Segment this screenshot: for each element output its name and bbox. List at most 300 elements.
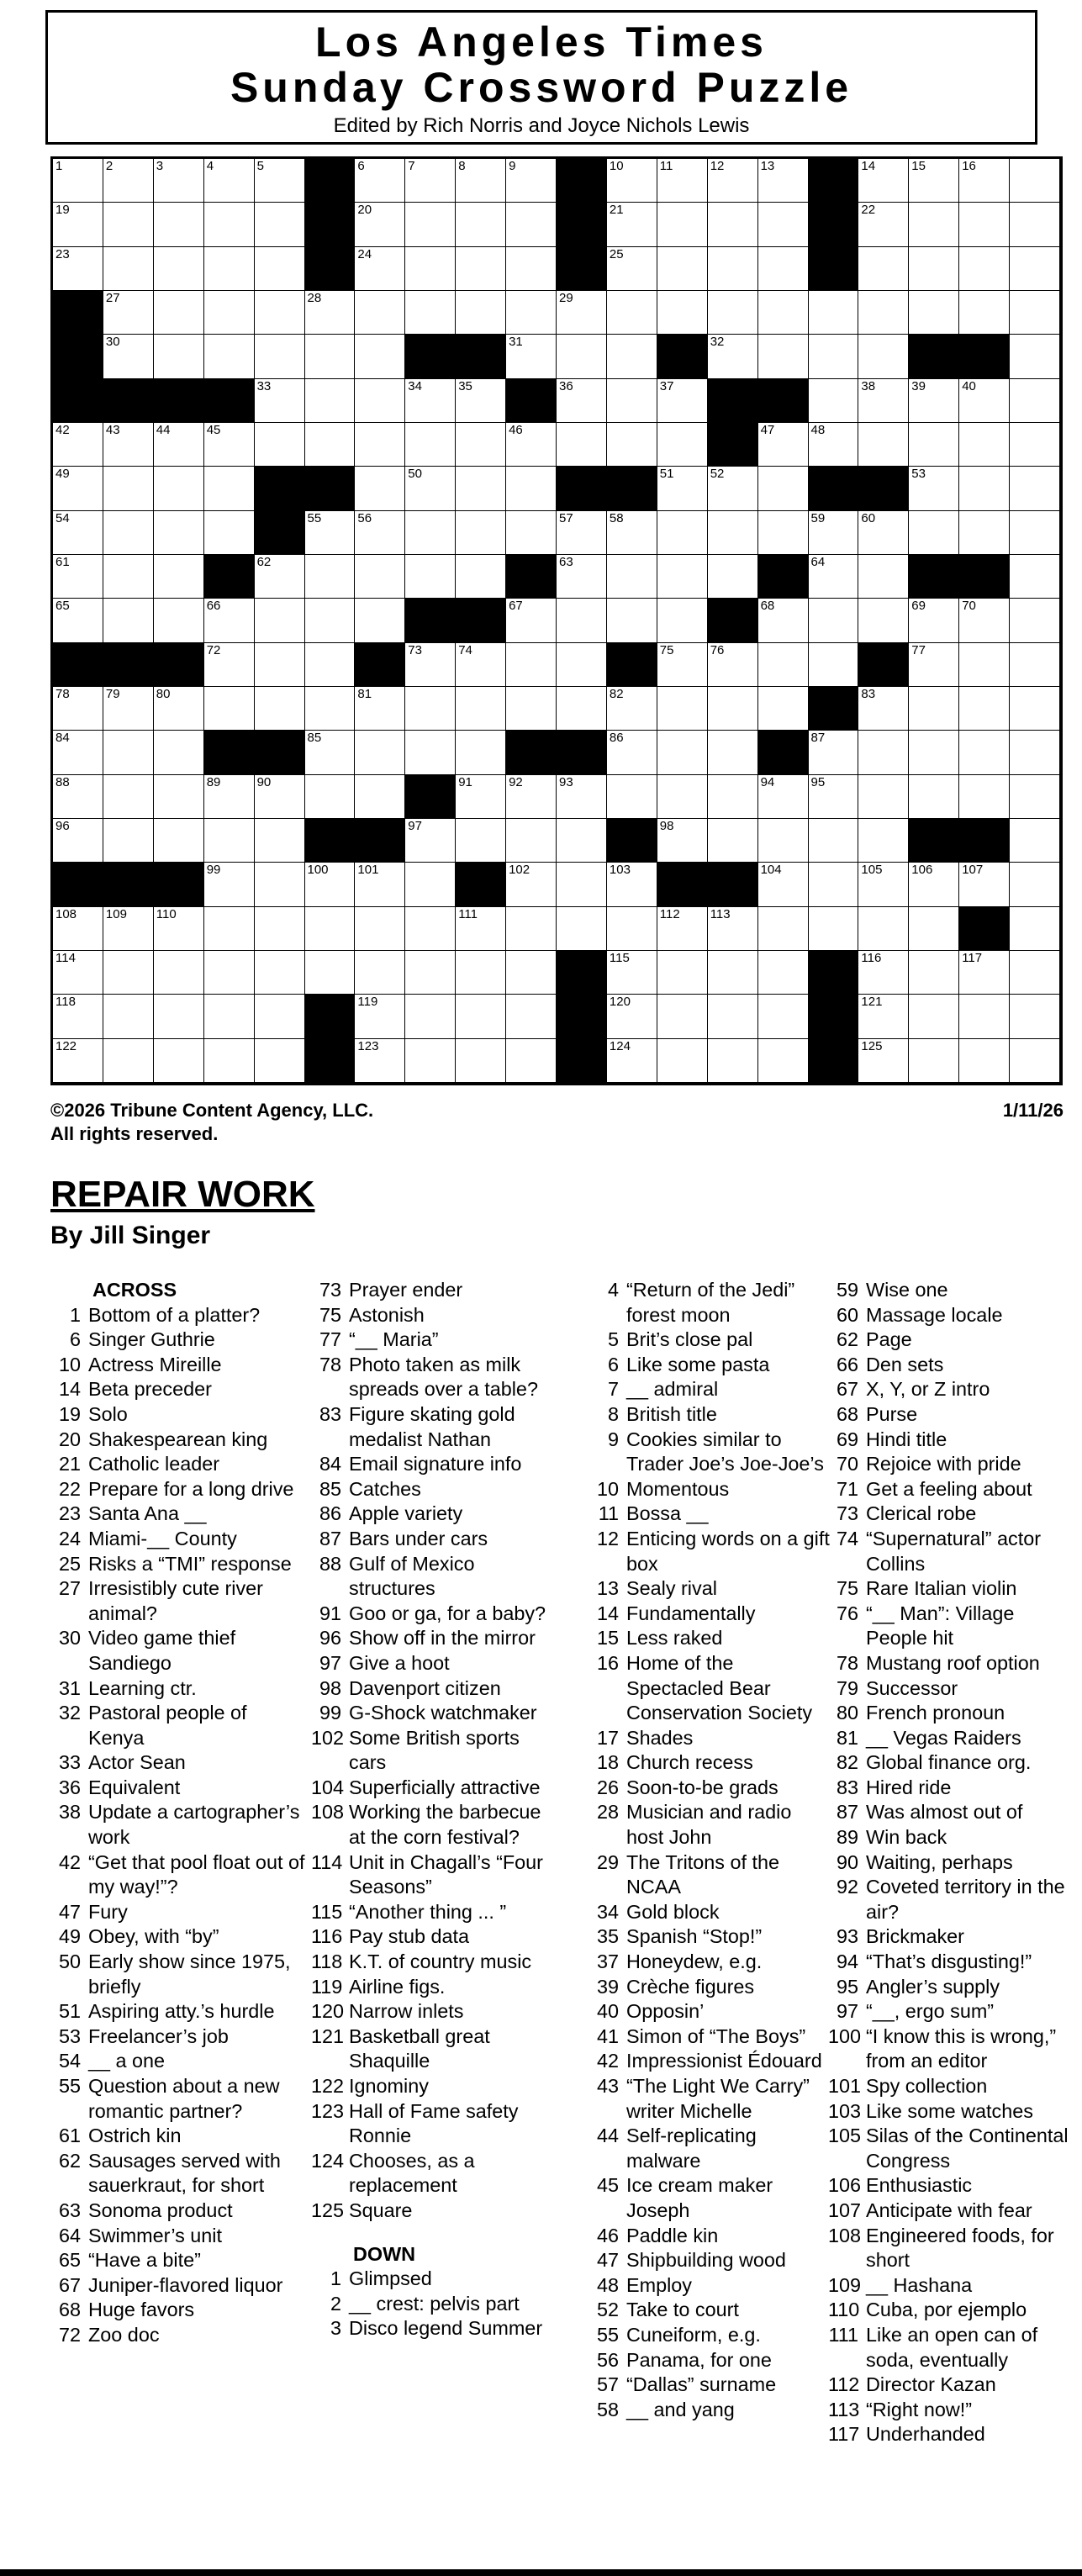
grid-square[interactable] — [657, 247, 708, 291]
grid-square[interactable] — [1010, 643, 1060, 687]
grid-square[interactable] — [809, 511, 859, 555]
grid-square[interactable] — [1010, 467, 1060, 510]
grid-square[interactable] — [405, 203, 456, 246]
grid-square[interactable] — [355, 599, 405, 642]
grid-square[interactable] — [909, 775, 959, 819]
grid-square[interactable] — [708, 335, 758, 378]
grid-square[interactable] — [154, 995, 204, 1038]
grid-square[interactable] — [204, 335, 255, 378]
grid-square[interactable] — [1010, 511, 1060, 555]
grid-square[interactable] — [557, 819, 607, 863]
grid-square[interactable] — [53, 907, 103, 951]
grid-square[interactable] — [959, 379, 1010, 423]
grid-square[interactable] — [255, 599, 305, 642]
grid-square[interactable] — [53, 159, 103, 203]
grid-square[interactable] — [607, 1039, 657, 1083]
grid-square[interactable] — [204, 203, 255, 246]
grid-square[interactable] — [154, 511, 204, 555]
grid-square[interactable] — [103, 687, 154, 731]
grid-square[interactable] — [103, 555, 154, 599]
grid-square[interactable] — [405, 863, 456, 906]
grid-square[interactable] — [1010, 335, 1060, 378]
grid-square[interactable] — [355, 863, 405, 906]
grid-square[interactable] — [204, 863, 255, 906]
grid-square[interactable] — [858, 863, 909, 906]
grid-square[interactable] — [959, 643, 1010, 687]
grid-square[interactable] — [204, 995, 255, 1038]
grid-square[interactable] — [305, 863, 356, 906]
grid-square[interactable] — [154, 775, 204, 819]
grid-square[interactable] — [103, 335, 154, 378]
grid-square[interactable] — [758, 511, 809, 555]
grid-square[interactable] — [305, 599, 356, 642]
grid-square[interactable] — [506, 291, 557, 335]
grid-square[interactable] — [607, 863, 657, 906]
grid-square[interactable] — [858, 995, 909, 1038]
grid-square[interactable] — [1010, 907, 1060, 951]
grid-square[interactable] — [959, 995, 1010, 1038]
grid-square[interactable] — [456, 423, 506, 467]
grid-square[interactable] — [1010, 379, 1060, 423]
grid-square[interactable] — [708, 555, 758, 599]
grid-square[interactable] — [557, 863, 607, 906]
grid-square[interactable] — [355, 159, 405, 203]
grid-square[interactable] — [708, 995, 758, 1038]
grid-square[interactable] — [355, 951, 405, 995]
grid-square[interactable] — [909, 511, 959, 555]
grid-square[interactable] — [909, 995, 959, 1038]
grid-square[interactable] — [355, 907, 405, 951]
grid-square[interactable] — [557, 775, 607, 819]
grid-square[interactable] — [1010, 291, 1060, 335]
grid-square[interactable] — [456, 159, 506, 203]
grid-square[interactable] — [708, 775, 758, 819]
grid-square[interactable] — [657, 467, 708, 510]
grid-square[interactable] — [959, 951, 1010, 995]
grid-square[interactable] — [53, 423, 103, 467]
grid-square[interactable] — [154, 555, 204, 599]
grid-square[interactable] — [405, 423, 456, 467]
grid-square[interactable] — [204, 907, 255, 951]
grid-square[interactable] — [456, 731, 506, 774]
grid-square[interactable] — [657, 555, 708, 599]
grid-square[interactable] — [909, 247, 959, 291]
grid-square[interactable] — [506, 907, 557, 951]
grid-square[interactable] — [204, 247, 255, 291]
grid-square[interactable] — [305, 291, 356, 335]
grid-square[interactable] — [1010, 203, 1060, 246]
grid-square[interactable] — [809, 555, 859, 599]
grid-square[interactable] — [909, 643, 959, 687]
grid-square[interactable] — [858, 775, 909, 819]
grid-square[interactable] — [657, 379, 708, 423]
grid-square[interactable] — [53, 511, 103, 555]
grid-square[interactable] — [255, 335, 305, 378]
grid-square[interactable] — [506, 1039, 557, 1083]
grid-square[interactable] — [657, 511, 708, 555]
grid-square[interactable] — [1010, 819, 1060, 863]
grid-square[interactable] — [456, 643, 506, 687]
grid-square[interactable] — [909, 203, 959, 246]
grid-square[interactable] — [53, 951, 103, 995]
grid-square[interactable] — [103, 599, 154, 642]
grid-square[interactable] — [204, 467, 255, 510]
grid-square[interactable] — [758, 291, 809, 335]
grid-square[interactable] — [456, 555, 506, 599]
grid-square[interactable] — [405, 995, 456, 1038]
grid-square[interactable] — [405, 467, 456, 510]
grid-square[interactable] — [557, 291, 607, 335]
grid-square[interactable] — [758, 643, 809, 687]
grid-square[interactable] — [607, 775, 657, 819]
grid-square[interactable] — [607, 555, 657, 599]
grid-square[interactable] — [858, 379, 909, 423]
grid-square[interactable] — [506, 203, 557, 246]
grid-square[interactable] — [506, 643, 557, 687]
grid-square[interactable] — [909, 687, 959, 731]
grid-square[interactable] — [809, 643, 859, 687]
grid-square[interactable] — [708, 159, 758, 203]
grid-square[interactable] — [657, 951, 708, 995]
grid-square[interactable] — [758, 335, 809, 378]
grid-square[interactable] — [355, 775, 405, 819]
grid-square[interactable] — [959, 599, 1010, 642]
grid-square[interactable] — [154, 467, 204, 510]
grid-square[interactable] — [154, 1039, 204, 1083]
grid-square[interactable] — [858, 1039, 909, 1083]
grid-square[interactable] — [204, 511, 255, 555]
grid-square[interactable] — [607, 159, 657, 203]
grid-square[interactable] — [456, 775, 506, 819]
grid-square[interactable] — [758, 247, 809, 291]
grid-square[interactable] — [858, 423, 909, 467]
grid-square[interactable] — [255, 379, 305, 423]
grid-square[interactable] — [305, 379, 356, 423]
grid-square[interactable] — [758, 951, 809, 995]
grid-square[interactable] — [154, 203, 204, 246]
grid-square[interactable] — [154, 159, 204, 203]
grid-square[interactable] — [1010, 775, 1060, 819]
grid-square[interactable] — [355, 467, 405, 510]
grid-square[interactable] — [103, 1039, 154, 1083]
grid-square[interactable] — [909, 907, 959, 951]
grid-square[interactable] — [456, 379, 506, 423]
grid-square[interactable] — [1010, 1039, 1060, 1083]
grid-square[interactable] — [204, 687, 255, 731]
grid-square[interactable] — [506, 335, 557, 378]
grid-square[interactable] — [809, 819, 859, 863]
grid-square[interactable] — [809, 907, 859, 951]
grid-square[interactable] — [506, 863, 557, 906]
grid-square[interactable] — [305, 511, 356, 555]
grid-square[interactable] — [305, 907, 356, 951]
grid-square[interactable] — [1010, 863, 1060, 906]
grid-square[interactable] — [506, 467, 557, 510]
grid-square[interactable] — [255, 819, 305, 863]
grid-square[interactable] — [405, 731, 456, 774]
grid-square[interactable] — [758, 159, 809, 203]
grid-square[interactable] — [657, 1039, 708, 1083]
grid-square[interactable] — [708, 1039, 758, 1083]
grid-square[interactable] — [959, 291, 1010, 335]
grid-square[interactable] — [959, 159, 1010, 203]
grid-square[interactable] — [154, 423, 204, 467]
grid-square[interactable] — [405, 291, 456, 335]
grid-square[interactable] — [909, 599, 959, 642]
grid-square[interactable] — [103, 423, 154, 467]
grid-square[interactable] — [103, 731, 154, 774]
grid-square[interactable] — [456, 687, 506, 731]
grid-square[interactable] — [758, 907, 809, 951]
grid-square[interactable] — [204, 291, 255, 335]
grid-square[interactable] — [405, 951, 456, 995]
grid-square[interactable] — [405, 643, 456, 687]
grid-square[interactable] — [456, 951, 506, 995]
grid-square[interactable] — [607, 995, 657, 1038]
grid-square[interactable] — [255, 423, 305, 467]
grid-square[interactable] — [53, 775, 103, 819]
grid-square[interactable] — [355, 555, 405, 599]
grid-square[interactable] — [255, 203, 305, 246]
grid-square[interactable] — [909, 159, 959, 203]
grid-square[interactable] — [53, 203, 103, 246]
grid-square[interactable] — [959, 687, 1010, 731]
grid-square[interactable] — [657, 203, 708, 246]
grid-square[interactable] — [506, 511, 557, 555]
grid-square[interactable] — [255, 643, 305, 687]
grid-square[interactable] — [1010, 159, 1060, 203]
grid-square[interactable] — [305, 951, 356, 995]
grid-square[interactable] — [959, 511, 1010, 555]
grid-square[interactable] — [909, 731, 959, 774]
grid-square[interactable] — [456, 467, 506, 510]
grid-square[interactable] — [154, 819, 204, 863]
grid-square[interactable] — [53, 687, 103, 731]
grid-square[interactable] — [959, 467, 1010, 510]
grid-square[interactable] — [355, 247, 405, 291]
grid-square[interactable] — [858, 335, 909, 378]
grid-square[interactable] — [607, 335, 657, 378]
grid-square[interactable] — [305, 555, 356, 599]
grid-square[interactable] — [204, 159, 255, 203]
grid-square[interactable] — [506, 775, 557, 819]
grid-square[interactable] — [557, 687, 607, 731]
grid-square[interactable] — [758, 203, 809, 246]
grid-square[interactable] — [506, 599, 557, 642]
grid-square[interactable] — [708, 203, 758, 246]
grid-square[interactable] — [103, 995, 154, 1038]
grid-square[interactable] — [255, 863, 305, 906]
grid-square[interactable] — [657, 819, 708, 863]
grid-square[interactable] — [809, 863, 859, 906]
grid-square[interactable] — [154, 335, 204, 378]
grid-square[interactable] — [858, 555, 909, 599]
grid-square[interactable] — [959, 1039, 1010, 1083]
grid-square[interactable] — [858, 291, 909, 335]
grid-square[interactable] — [758, 599, 809, 642]
grid-square[interactable] — [405, 1039, 456, 1083]
grid-square[interactable] — [858, 687, 909, 731]
grid-square[interactable] — [809, 731, 859, 774]
grid-square[interactable] — [758, 687, 809, 731]
grid-square[interactable] — [506, 951, 557, 995]
grid-square[interactable] — [708, 643, 758, 687]
grid-square[interactable] — [305, 335, 356, 378]
grid-square[interactable] — [255, 159, 305, 203]
grid-square[interactable] — [1010, 995, 1060, 1038]
grid-square[interactable] — [858, 819, 909, 863]
grid-square[interactable] — [708, 731, 758, 774]
grid-square[interactable] — [909, 423, 959, 467]
grid-square[interactable] — [607, 423, 657, 467]
grid-square[interactable] — [1010, 423, 1060, 467]
grid-square[interactable] — [405, 511, 456, 555]
grid-square[interactable] — [154, 291, 204, 335]
grid-square[interactable] — [959, 247, 1010, 291]
grid-square[interactable] — [959, 731, 1010, 774]
grid-square[interactable] — [103, 775, 154, 819]
grid-square[interactable] — [858, 951, 909, 995]
grid-square[interactable] — [809, 335, 859, 378]
grid-square[interactable] — [909, 379, 959, 423]
grid-square[interactable] — [809, 379, 859, 423]
grid-square[interactable] — [255, 555, 305, 599]
grid-square[interactable] — [53, 1039, 103, 1083]
grid-square[interactable] — [405, 819, 456, 863]
grid-square[interactable] — [405, 159, 456, 203]
grid-square[interactable] — [456, 1039, 506, 1083]
grid-square[interactable] — [959, 775, 1010, 819]
grid-square[interactable] — [405, 555, 456, 599]
grid-square[interactable] — [305, 775, 356, 819]
grid-square[interactable] — [557, 335, 607, 378]
grid-square[interactable] — [657, 159, 708, 203]
grid-square[interactable] — [557, 423, 607, 467]
grid-square[interactable] — [154, 687, 204, 731]
grid-square[interactable] — [456, 511, 506, 555]
grid-square[interactable] — [708, 291, 758, 335]
grid-square[interactable] — [405, 907, 456, 951]
grid-square[interactable] — [154, 907, 204, 951]
grid-square[interactable] — [959, 203, 1010, 246]
grid-square[interactable] — [909, 467, 959, 510]
grid-square[interactable] — [657, 775, 708, 819]
grid-square[interactable] — [255, 775, 305, 819]
grid-square[interactable] — [607, 203, 657, 246]
grid-square[interactable] — [657, 643, 708, 687]
grid-square[interactable] — [858, 731, 909, 774]
grid-square[interactable] — [255, 247, 305, 291]
grid-square[interactable] — [204, 951, 255, 995]
grid-square[interactable] — [103, 819, 154, 863]
grid-square[interactable] — [607, 907, 657, 951]
grid-square[interactable] — [657, 907, 708, 951]
grid-square[interactable] — [858, 511, 909, 555]
grid-square[interactable] — [255, 907, 305, 951]
grid-square[interactable] — [103, 159, 154, 203]
grid-square[interactable] — [557, 599, 607, 642]
grid-square[interactable] — [657, 423, 708, 467]
grid-square[interactable] — [657, 291, 708, 335]
grid-square[interactable] — [1010, 599, 1060, 642]
grid-square[interactable] — [758, 1039, 809, 1083]
grid-square[interactable] — [557, 555, 607, 599]
grid-square[interactable] — [53, 599, 103, 642]
grid-square[interactable] — [53, 247, 103, 291]
grid-square[interactable] — [809, 423, 859, 467]
grid-square[interactable] — [103, 951, 154, 995]
grid-square[interactable] — [959, 423, 1010, 467]
grid-square[interactable] — [53, 819, 103, 863]
grid-square[interactable] — [708, 907, 758, 951]
grid-square[interactable] — [858, 159, 909, 203]
grid-square[interactable] — [858, 247, 909, 291]
grid-square[interactable] — [204, 819, 255, 863]
grid-square[interactable] — [103, 511, 154, 555]
grid-square[interactable] — [103, 203, 154, 246]
grid-square[interactable] — [154, 951, 204, 995]
grid-square[interactable] — [154, 599, 204, 642]
grid-square[interactable] — [255, 687, 305, 731]
grid-square[interactable] — [708, 467, 758, 510]
grid-square[interactable] — [1010, 687, 1060, 731]
grid-square[interactable] — [506, 159, 557, 203]
grid-square[interactable] — [405, 687, 456, 731]
grid-square[interactable] — [305, 423, 356, 467]
grid-square[interactable] — [1010, 555, 1060, 599]
grid-square[interactable] — [909, 1039, 959, 1083]
grid-square[interactable] — [708, 819, 758, 863]
grid-square[interactable] — [657, 599, 708, 642]
grid-square[interactable] — [154, 731, 204, 774]
grid-square[interactable] — [607, 599, 657, 642]
grid-square[interactable] — [204, 775, 255, 819]
grid-square[interactable] — [103, 291, 154, 335]
grid-square[interactable] — [758, 819, 809, 863]
grid-square[interactable] — [607, 379, 657, 423]
grid-square[interactable] — [53, 731, 103, 774]
grid-square[interactable] — [758, 467, 809, 510]
grid-square[interactable] — [607, 291, 657, 335]
grid-square[interactable] — [355, 1039, 405, 1083]
grid-square[interactable] — [506, 247, 557, 291]
grid-square[interactable] — [255, 291, 305, 335]
grid-square[interactable] — [355, 995, 405, 1038]
grid-square[interactable] — [708, 951, 758, 995]
grid-square[interactable] — [305, 687, 356, 731]
grid-square[interactable] — [154, 247, 204, 291]
grid-square[interactable] — [355, 335, 405, 378]
grid-square[interactable] — [708, 247, 758, 291]
grid-square[interactable] — [355, 379, 405, 423]
grid-square[interactable] — [557, 379, 607, 423]
grid-square[interactable] — [204, 423, 255, 467]
grid-square[interactable] — [1010, 731, 1060, 774]
grid-square[interactable] — [305, 731, 356, 774]
grid-square[interactable] — [103, 467, 154, 510]
grid-square[interactable] — [204, 643, 255, 687]
grid-square[interactable] — [809, 599, 859, 642]
grid-square[interactable] — [405, 247, 456, 291]
grid-square[interactable] — [809, 775, 859, 819]
grid-square[interactable] — [355, 687, 405, 731]
grid-square[interactable] — [758, 775, 809, 819]
grid-square[interactable] — [456, 247, 506, 291]
grid-square[interactable] — [1010, 951, 1060, 995]
grid-square[interactable] — [103, 247, 154, 291]
grid-square[interactable] — [809, 291, 859, 335]
grid-square[interactable] — [657, 995, 708, 1038]
